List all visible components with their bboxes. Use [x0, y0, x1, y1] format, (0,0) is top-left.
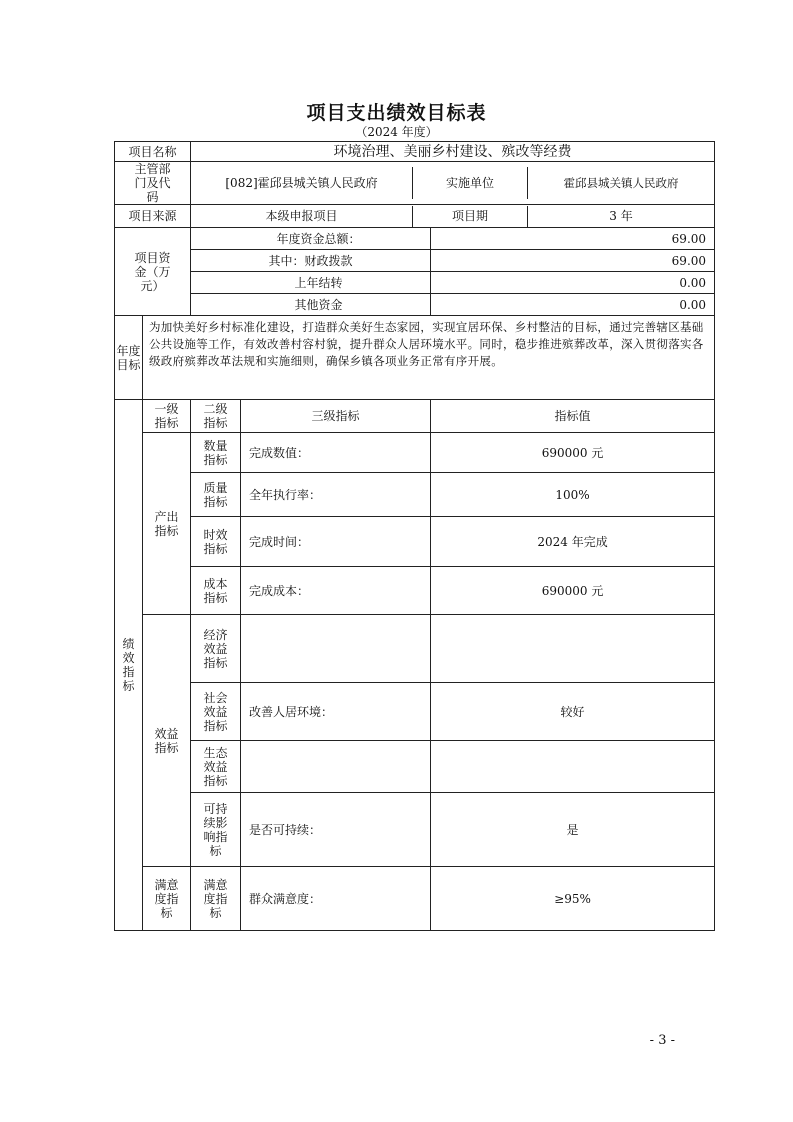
benefit-ecological-item — [241, 741, 431, 793]
performance-indicators-label: 绩效指标 — [115, 400, 143, 931]
period-value: 3 年 — [609, 209, 633, 223]
fund-other-label: 其他资金 — [191, 294, 431, 316]
impl-unit-value: 霍邱县城关镇人民政府 — [563, 176, 679, 190]
output-quantity-label: 数量指标 — [191, 433, 241, 473]
output-quality-label: 质量指标 — [191, 473, 241, 517]
output-quality-item: 全年执行率： — [241, 473, 431, 517]
output-cost-label: 成本指标 — [191, 567, 241, 615]
benefit-sustainability-item: 是否可持续： — [241, 793, 431, 867]
period-label: 项目期 — [413, 206, 528, 227]
header-level1: 一级指标 — [143, 400, 191, 433]
annual-goal-label: 年度目标 — [115, 316, 143, 400]
fund-carryover-value: 0.00 — [431, 272, 715, 294]
source-label: 项目来源 — [115, 205, 191, 228]
output-cost-value: 690000 元 — [431, 567, 715, 615]
page-subtitle: （2024 年度） — [355, 125, 438, 139]
performance-table — [114, 141, 715, 931]
dept-value: [082]霍邱县城关镇人民政府 — [191, 167, 413, 199]
source-value: 本级申报项目 — [191, 206, 413, 227]
benefit-social-label: 社会效益指标 — [191, 683, 241, 741]
satisfaction-level1-label: 满意度指标 — [143, 867, 191, 931]
dept-label: 主管部门及代码 — [115, 162, 191, 205]
satisfaction-level2-label: 满意度指标 — [191, 867, 241, 931]
output-timeliness-item: 完成时间： — [241, 517, 431, 567]
satisfaction-item: 群众满意度： — [241, 867, 431, 931]
project-name-label: 项目名称 — [115, 142, 191, 162]
benefit-social-value: 较好 — [431, 683, 715, 741]
benefit-ecological-label: 生态效益指标 — [191, 741, 241, 793]
annual-goal-text: 为加快美好乡村标准化建设，打造群众美好生态家园，实现宜居环保、乡村整洁的目标，通过完善辖区基础公共设施等工作，有效改善村容村貌，提升群众人居环境水平。同时，稳步推进殡葬改革，深入贯彻落实各级政府殡葬改革法规和实施细则，确保乡镇各项业务正常有序开展。 — [143, 316, 715, 400]
output-timeliness-value: 2024 年完成 — [431, 517, 715, 567]
header-value: 指标值 — [431, 400, 715, 433]
fund-total-value: 69.00 — [431, 228, 715, 250]
benefit-ecological-value — [431, 741, 715, 793]
benefit-indicators-label: 效益指标 — [143, 615, 191, 867]
benefit-economic-item — [241, 615, 431, 683]
project-name: 环境治理、美丽乡村建设、殡改等经费 — [191, 142, 715, 162]
output-cost-item: 完成成本： — [241, 567, 431, 615]
satisfaction-value: ≥95% — [431, 867, 715, 931]
benefit-economic-value — [431, 615, 715, 683]
impl-unit-label: 实施单位 — [413, 167, 528, 199]
fund-carryover-label: 上年结转 — [191, 272, 431, 294]
fund-other-value: 0.00 — [431, 294, 715, 316]
output-timeliness-label: 时效指标 — [191, 517, 241, 567]
output-quantity-value: 690000 元 — [431, 433, 715, 473]
fund-fiscal-value: 69.00 — [431, 250, 715, 272]
funds-label: 项目资金（万元） — [115, 228, 191, 316]
fund-fiscal-label: 其中：财政拨款 — [191, 250, 431, 272]
output-quantity-item: 完成数值： — [241, 433, 431, 473]
page-number: - 3 - — [649, 1033, 675, 1048]
output-quality-value: 100% — [431, 473, 715, 517]
output-indicators-label: 产出指标 — [143, 433, 191, 615]
benefit-sustainability-label: 可持续影响指标 — [191, 793, 241, 867]
benefit-sustainability-value: 是 — [431, 793, 715, 867]
page-title: 项目支出绩效目标表 — [306, 102, 487, 124]
benefit-economic-label: 经济效益指标 — [191, 615, 241, 683]
fund-total-label: 年度资金总额： — [191, 228, 431, 250]
header-level2: 二级指标 — [191, 400, 241, 433]
header-level3: 三级指标 — [241, 400, 431, 433]
benefit-social-item: 改善人居环境： — [241, 683, 431, 741]
